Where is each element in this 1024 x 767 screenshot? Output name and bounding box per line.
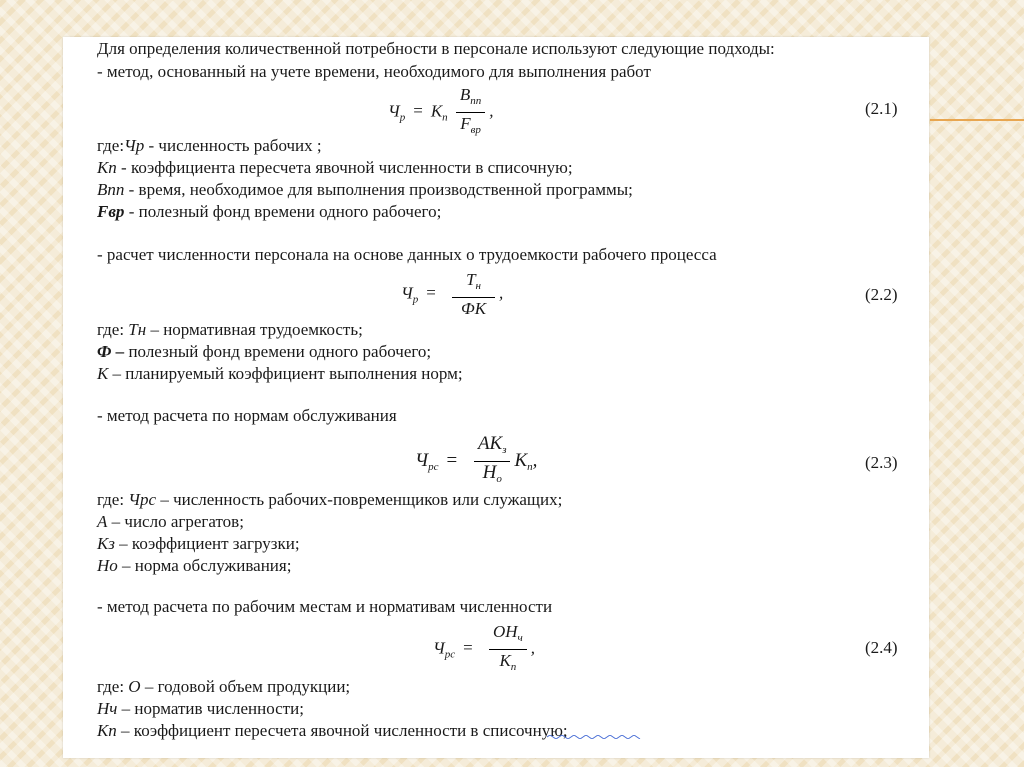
formula-2-1: $Ч_р = К_п$ $\frac{В_{пп}}{F_{вр}}$ , xyxy=(388,85,494,136)
formula-2-2: $Ч_р$ = $\frac{Т_н}{ФК}$ , xyxy=(401,270,504,318)
def-4-3: Кп – коэффициент пересчета явочной численности в списочную; xyxy=(97,721,568,740)
def-1-2: Кп - коэффициента пересчета явочной численности в списочную; xyxy=(97,158,573,177)
method-3-title: - метод расчета по нормам обслуживания xyxy=(97,406,397,425)
def-4-1: где: О – годовой объем продукции; xyxy=(97,677,351,696)
intro-text: Для определения количественной потребности в персонале используют следующие подходы: xyxy=(97,39,775,58)
formula-2-3: $Ч_{рс}$ = $\frac{АК_з}{Н_о}$ $К_п$, xyxy=(415,433,538,485)
def-3-4: Но – норма обслуживания; xyxy=(97,556,292,575)
def-2-2: Ф – полезный фонд времени одного рабочего; xyxy=(97,342,432,361)
def-1-3: Впп - время, необходимое для выполнения производственной программы; xyxy=(97,180,633,199)
decorative-orange-line xyxy=(930,119,1024,121)
document-page xyxy=(63,37,929,758)
formula-number-2-3: (2.3) xyxy=(865,453,898,472)
def-4-2: Нч – норматив численности; xyxy=(97,699,304,718)
def-3-1: где: Чрс – численность рабочих-повременщиков или служащих; xyxy=(97,490,563,509)
formula-2-4: $Ч_{рс}$ = $\frac{ОН_ч}{К_п}$ , xyxy=(433,622,536,673)
formula-number-2-1: (2.1) xyxy=(865,99,898,118)
method-2-title: - расчет численности персонала на основе данных о трудоемкости рабочего процесса xyxy=(97,245,717,264)
spellcheck-underline xyxy=(547,735,641,739)
def-3-3: Кз – коэффициент загрузки; xyxy=(97,534,300,553)
def-2-3: К – планируемый коэффициент выполнения норм; xyxy=(97,364,463,383)
formula-number-2-4: (2.4) xyxy=(865,638,898,657)
def-3-2: А – число агрегатов; xyxy=(97,512,244,531)
def-1-4: Fвр - полезный фонд времени одного рабочего; xyxy=(97,202,442,221)
method-4-title: - метод расчета по рабочим местам и нормативам численности xyxy=(97,597,553,616)
def-2-1: где: Тн – нормативная трудоемкость; xyxy=(97,320,363,339)
method-1-title: - метод, основанный на учете времени, необходимого для выполнения работ xyxy=(97,62,651,81)
formula-number-2-2: (2.2) xyxy=(865,285,898,304)
def-1-1: где:Чр - численность рабочих ; xyxy=(97,136,322,155)
